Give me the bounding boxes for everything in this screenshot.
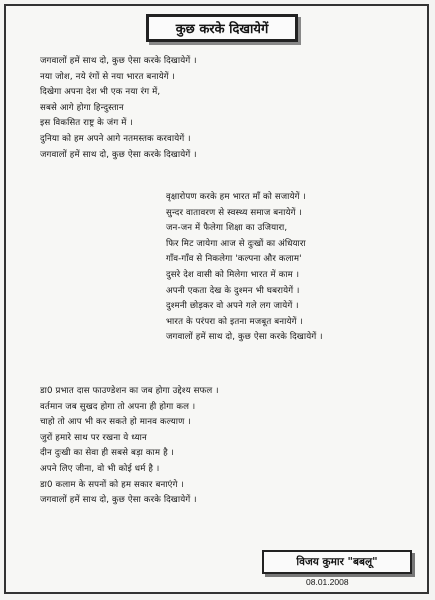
poem-line: सबसे आगे होगा हिन्दुस्तान [40,102,124,113]
stanza-2 [166,190,416,346]
poem-line: गाँव-गाँव से निकलेगा 'कल्पना और कलाम' [166,254,302,265]
poem-line: जगवालों हमें साथ दो, कुछ ऐसा करके दिखायेगें । [166,332,323,343]
author-signature: विजय कुमार "बबलू" [262,550,412,574]
poem-line: फिर मिट जायेगा आज से दुःखों का अंधियारा [166,238,306,249]
poem-line: नया जोश, नये रंगों से नया भारत बनायेगें । [40,71,175,82]
poem-line: अपनी एकता देख के दुश्मन भी घबरायेगें । [166,285,300,296]
poem-line: इस विकसित राष्ट्र के जंग में । [40,118,133,129]
stanza-3 [40,384,335,509]
poem-line: डा0 कलाम के सपनों को हम सकार बनाएंगे । [40,479,184,490]
poem-line: जुरों हमारे साथ पर रखना ये ध्यान [40,432,147,443]
signature-date: 08.01.2008 [306,577,349,587]
poem-line: दुसरे देश वासी को मिलेगा भारत में काम । [166,269,300,280]
poem-line: जगवालों हमें साथ दो, कुछ ऐसा करके दिखायेगें । [40,149,197,160]
poem-line: वर्तमान जब सुखद होगा तो अपना ही होगा कल । [40,401,196,412]
poem-line: दुनिया को हम अपने आगे नतमस्तक करवायेगें । [40,133,191,144]
poem-line: सुन्दर वातावरण से स्वस्थ्य समाज बनायेगें । [166,207,302,218]
poem-line: अपने लिए जीना, वो भी कोई धर्म है । [40,463,160,474]
poem-line: जन-जन में फैलेगा शिक्षा का उजियारा, [166,223,288,234]
stanza-1 [40,54,290,163]
poem-line: दीन दुःखी का सेवा ही सबसे बड़ा काम है । [40,448,175,459]
poem-line: चाहो तो आप भी कर सकते हो मानव कल्याण । [40,417,191,428]
poem-title: कुछ करके दिखायेगें [146,14,298,42]
poem-line: वृक्षारोपण करके हम भारत माँ को सजायेगें । [166,192,306,202]
poem-line: दुश्मनी छोड़कर वो अपने गले लग जायेगें । [166,301,299,312]
poem-line: जगवालों हमें साथ दो, कुछ ऐसा करके दिखायेगें । [40,56,197,66]
poem-line: भारत के परंपरा को इतना मजबूत बनायेगें । [166,316,303,327]
poem-line: दिखेगा अपना देश भी एक नया रंग में, [40,87,161,98]
poem-line: जगवालों हमें साथ दो, कुछ ऐसा करके दिखायेगें । [40,495,197,506]
poem-line: डा0 प्रभात दास फाउण्डेशन का जब होगा उद्देश्य सफल । [40,386,219,396]
